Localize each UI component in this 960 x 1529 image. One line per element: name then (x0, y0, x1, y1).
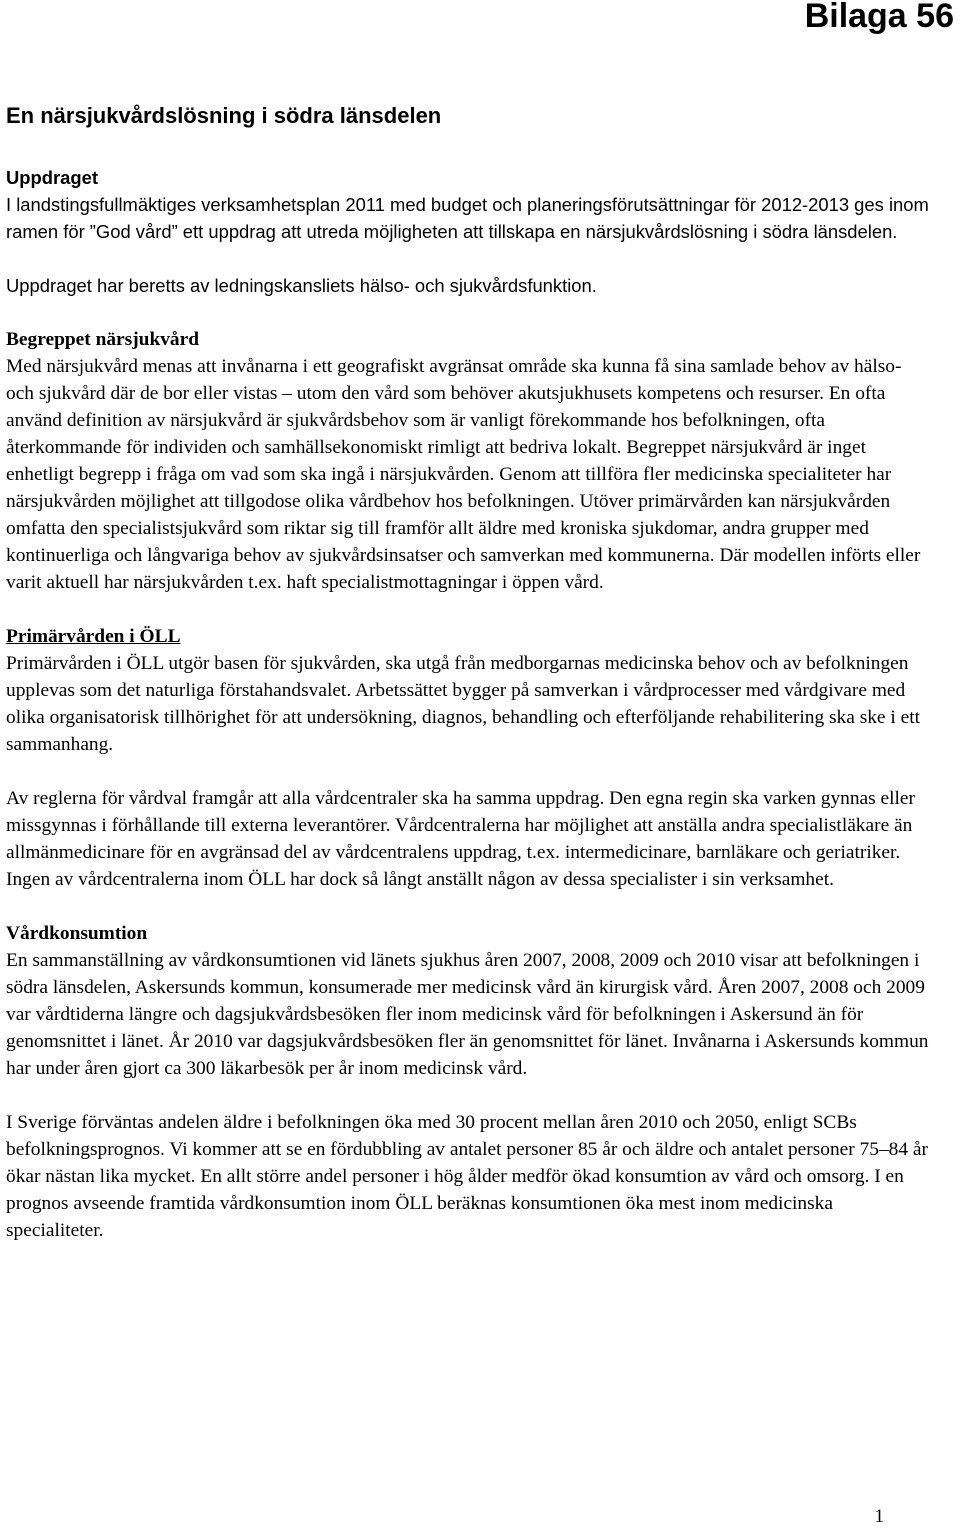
paragraph-spacer (6, 1082, 931, 1109)
document-content (6, 102, 931, 1244)
section-vardkonsumtion (6, 920, 931, 1244)
section-heading-begreppet: Begreppet närsjukvård (6, 329, 200, 350)
section-begreppet (6, 326, 931, 596)
vardkonsumtion-paragraph-1: En sammanställning av vårdkonsumtionen vid länets sjukhus åren 2007, 2008, 2009 och 2010 visar att befolkningen i södra länsdelen, Askersunds kommun, konsumerade mer medicinsk vård än kirurgisk vård. Åren 2007, 2008 och 2009 var vårdtiderna längre och dagsjukvårdsbesöken fler inom medicinsk vård för befolkningen i Askersund än för genomsnittet i länet. År 2010 var dagsjukvårdsbesöken fler än genomsnittet för länet. Invånarna i Askersunds kommun har under åren gjort ca 300 läkarbesök per år inom medicinsk vård. (6, 950, 929, 1079)
section-heading-primarvarden: Primärvården i ÖLL (6, 626, 181, 647)
section-heading-vardkonsumtion: Vårdkonsumtion (6, 923, 148, 944)
paragraph-spacer (6, 245, 931, 272)
uppdraget-paragraph-1: I landstingsfullmäktiges verksamhetsplan 2011 med budget och planeringsförutsättningar för 2012-2013 ges inom ramen för ”God vård” ett uppdrag att utreda möjligheten att tillskapa en närsjukvårdslösning i södra länsdelen. (6, 194, 929, 242)
section-uppdraget (6, 164, 931, 299)
paragraph-spacer (6, 758, 931, 785)
section-primarvarden (6, 623, 931, 893)
section-spacer (6, 596, 931, 623)
section-spacer (6, 893, 931, 920)
primarvarden-paragraph-1: Primärvården i ÖLL utgör basen för sjukvården, ska utgå från medborgarnas medicinska behov och av befolkningen upplevas som det naturliga förstahandsvalet. Arbetssättet bygger på samverkan i vårdprocesser med vårdgivare med olika organisatorisk tillhörighet för att undersökning, diagnos, behandling och efterföljande rehabilitering ska ske i ett sammanhang. (6, 653, 921, 755)
section-spacer (6, 299, 931, 326)
document-title: En närsjukvårdslösning i södra länsdelen (6, 103, 442, 128)
vardkonsumtion-paragraph-2: I Sverige förväntas andelen äldre i befolkningen öka med 30 procent mellan åren 2010 och 2050, enligt SCBs befolkningsprognos. Vi kommer att se en fördubbling av antalet personer 85 år och äldre och antalet personer 75–84 år ökar nästan lika mycket. En allt större andel personer i hög ålder medför ökad konsumtion av vård och omsorg. I en prognos avseende framtida vårdkonsumtion inom ÖLL beräknas konsumtionen öka mest inom medicinska specialiteter. (6, 1112, 928, 1241)
uppdraget-paragraph-2: Uppdraget har beretts av ledningskansliets hälso- och sjukvårdsfunktion. (6, 275, 597, 296)
primarvarden-paragraph-2: Av reglerna för vårdval framgår att alla vårdcentraler ska ha samma uppdrag. Den egna regin ska varken gynnas eller missgynnas i förhållande till externa leverantörer. Vårdcentralerna har möjlighet att anställa andra specialistläkare än allmänmedicinare för en avgränsad del av vårdcentralens uppdrag, t.ex. intermedicinare, barnläkare och geriatriker. Ingen av vårdcentralerna inom ÖLL har dock så långt anställt någon av dessa specialister i sin verksamhet. (6, 788, 915, 890)
page-number: 1 (874, 1506, 884, 1527)
begreppet-paragraph-1: Med närsjukvård menas att invånarna i ett geografiskt avgränsat område ska kunna få sina samlade behov av hälso- och sjukvård där de bor eller vistas – utom den vård som behöver akutsjukhusets kompetens och resurser. En ofta använd definition av närsjukvård är sjukvårdsbehov som är vanligt förekommande hos befolkningen, ofta återkommande för individen och samhällsekonomiskt rimligt att bedriva lokalt. Begreppet närsjukvård är inget enhetligt begrepp i fråga om vad som ska ingå i närsjukvården. Genom att tillföra fler medicinska specialiteter har närsjukvården möjlighet att tillgodose olika vårdbehov hos befolkningen. Utöver primärvården kan närsjukvården omfatta den specialistsjukvård som riktar sig till framför allt äldre med kroniska sjukdomar, andra grupper med kontinuerliga och långvariga behov av sjukvårdsinsatser och samverkan med kommunerna. Där modellen införts eller varit aktuell har närsjukvården t.ex. haft specialistmottagningar i öppen vård. (6, 356, 921, 593)
section-heading-uppdraget: Uppdraget (6, 167, 98, 188)
annex-title: Bilaga 56 (804, 0, 954, 35)
